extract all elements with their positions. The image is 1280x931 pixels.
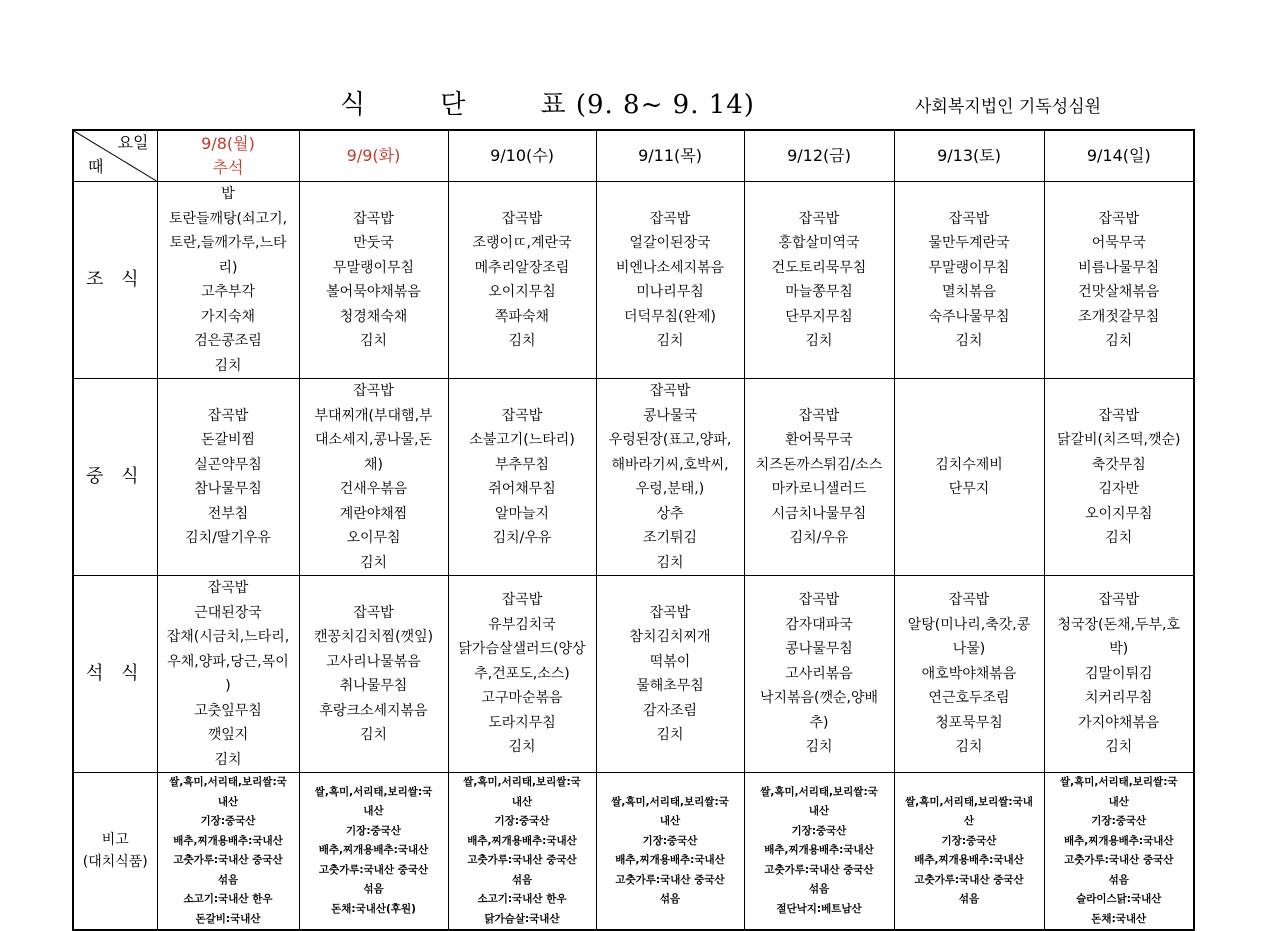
- origin-note-line: 내산: [363, 805, 384, 818]
- menu-item: 축갓무침: [1091, 456, 1146, 473]
- menu-item: 김치수제비: [935, 456, 1003, 473]
- menu-item: 김말이튀김: [1084, 665, 1153, 682]
- menu-item: 김치/우유: [789, 530, 849, 546]
- menu-item: 김치: [359, 727, 388, 743]
- origin-note-line: 고춧가루:국내산 중국산: [615, 873, 725, 886]
- origin-note-cell: [744, 773, 894, 931]
- menu-item: 청포묵무침: [935, 714, 1003, 731]
- menu-cell: [157, 576, 299, 773]
- menu-item: 김치: [656, 554, 684, 571]
- menu-item: 김치: [214, 357, 242, 374]
- menu-item: 치즈돈까스튀김/소스: [755, 456, 883, 473]
- menu-item: 해바라기씨,호박씨,: [611, 456, 729, 473]
- menu-item: 쥐어채무침: [488, 481, 556, 497]
- menu-item: 잡곡밥: [948, 210, 990, 227]
- origin-note-line: 배추,찌개용배추:국내산: [615, 854, 725, 866]
- day-header: 9/12(금): [744, 130, 894, 182]
- header-row: [73, 130, 1194, 182]
- origin-note-line: 고춧가루:국내산 중국산: [173, 854, 283, 866]
- origin-note-line: 고춧가루:국내산 중국산: [467, 854, 577, 866]
- menu-item: 참나물무침: [194, 481, 262, 497]
- menu-cell: [894, 182, 1044, 379]
- menu-cell: [596, 576, 744, 773]
- menu-item: 도라지무침: [488, 714, 556, 731]
- menu-item: 알마늘지: [494, 505, 550, 522]
- menu-cell: [1044, 379, 1194, 576]
- menu-item: 잡곡밥: [501, 210, 543, 227]
- meal-header-label: 때: [88, 156, 104, 176]
- organization-name: 사회복지법인 기독성심원: [915, 97, 1102, 117]
- day-header: 9/14(일): [1044, 130, 1194, 182]
- origin-note-line: 섞음: [1108, 873, 1129, 886]
- menu-item: 김치: [656, 727, 684, 743]
- menu-item: 애호박야채볶음: [921, 665, 1017, 682]
- page-title: 식 단 표 (9. 8~ 9. 14): [340, 90, 755, 120]
- origin-note-line: 닭가슴살:국내산: [484, 912, 560, 925]
- menu-item: 비름나물무침: [1078, 259, 1160, 276]
- origin-note-line: 내산: [1108, 795, 1129, 808]
- menu-item: 잡곡밥: [649, 383, 691, 399]
- menu-cell: [448, 379, 596, 576]
- menu-item: 김치: [508, 333, 536, 349]
- menu-item: 돈갈비찜: [200, 432, 256, 448]
- notes-label: [73, 773, 157, 931]
- menu-item: 메추리알장조림: [474, 259, 570, 276]
- menu-item: ): [225, 678, 231, 694]
- corner-cell: [73, 130, 157, 182]
- menu-item: 가지야채볶음: [1078, 714, 1160, 731]
- day-label: 9/8(월): [201, 134, 255, 153]
- menu-item: 마카로니샐러드: [771, 481, 867, 497]
- menu-item: 시금치나물무침: [771, 505, 867, 522]
- menu-item: 조개젓갈무침: [1078, 308, 1160, 325]
- menu-item: 마늘쫑무침: [785, 284, 853, 300]
- menu-item: 김치: [1105, 333, 1133, 349]
- origin-note-cell: [157, 773, 299, 931]
- origin-note-line: 배추,찌개용배추:국내산: [764, 844, 874, 857]
- origin-note-line: 고춧가루:국내산 중국산: [914, 873, 1024, 886]
- menu-item: 잡곡밥: [207, 580, 249, 596]
- menu-item: 잡곡밥: [798, 592, 840, 609]
- origin-note-line: 쌀,흑미,서리태,보리쌀:국: [611, 795, 729, 808]
- menu-item: 건새우볶음: [339, 481, 408, 497]
- menu-cell: [894, 576, 1044, 773]
- menu-item: 캔꽁치김치찜(깻잎): [313, 629, 434, 645]
- notes-row: [73, 773, 1194, 931]
- menu-item: 잡곡밥: [207, 407, 249, 424]
- menu-cell: [299, 576, 448, 773]
- origin-note-line: 기장:중국산: [1091, 815, 1147, 827]
- menu-item: 홍합살미역국: [778, 235, 860, 251]
- menu-item: 청경채숙채: [339, 308, 408, 325]
- origin-note-cell: [448, 773, 596, 931]
- origin-note-line: 쌀,흑미,서리태,보리쌀:국: [463, 776, 581, 788]
- day-sublabel: 추석: [212, 158, 244, 177]
- menu-item: 잡곡밥: [1098, 210, 1140, 227]
- origin-note-line: 고춧가루:국내산 중국산: [1064, 854, 1174, 866]
- menu-item: 잡곡밥: [649, 210, 691, 227]
- origin-note-line: 기장:중국산: [346, 824, 401, 837]
- origin-note-line: 섞음: [659, 893, 681, 905]
- menu-item: 떡볶이: [649, 653, 691, 670]
- origin-note-line: 배추,찌개용배추:국내산: [1063, 834, 1174, 847]
- origin-note-line: 섞음: [958, 893, 980, 905]
- menu-item: 김치: [1105, 530, 1133, 546]
- origin-note-line: 슬라이스닭:국내산: [1076, 893, 1162, 905]
- menu-cell: [1044, 576, 1194, 773]
- menu-item: 잡곡밥: [1098, 407, 1140, 424]
- menu-item: 쪽파숙채: [494, 308, 550, 325]
- origin-note-line: 배추,찌개용배추:국내산: [318, 844, 429, 857]
- menu-item: 토란,들깨가루,느타: [169, 235, 287, 251]
- menu-item: 건도토리묵무침: [771, 259, 867, 276]
- menu-item: 알탕(미나리,축갓,콩: [907, 616, 1031, 633]
- menu-item: 오이무침: [346, 530, 401, 546]
- menu-item: 부추무침: [494, 456, 550, 473]
- menu-cell: [744, 379, 894, 576]
- menu-item: 건맛살채볶음: [1078, 284, 1160, 300]
- origin-note-line: 기장:중국산: [200, 815, 256, 827]
- menu-item: 환어묵무국: [785, 432, 853, 448]
- origin-note-line: 기장:중국산: [791, 824, 847, 837]
- menu-item: 잡곡밥: [798, 210, 840, 227]
- menu-item: 리): [218, 259, 238, 276]
- menu-item: 전부침: [207, 505, 249, 522]
- menu-item: 김치/우유: [492, 530, 552, 546]
- meal-label: 중 식: [73, 379, 157, 576]
- menu-item: 후랑크소세지볶음: [319, 702, 428, 719]
- menu-item: 소불고기(느타리): [469, 432, 575, 448]
- origin-note-line: 고춧가루:국내산 중국산: [764, 863, 874, 876]
- menu-cell: [157, 182, 299, 379]
- menu-item: 우렁,분태,): [635, 481, 705, 497]
- origin-note-line: 쌀,흑미,서리태,보리쌀:국: [1059, 776, 1178, 788]
- origin-note-line: 섞음: [511, 873, 533, 886]
- origin-note-line: 내산: [808, 805, 830, 818]
- menu-item: 고구마순볶음: [481, 690, 563, 707]
- menu-item: 물해초무침: [636, 678, 704, 694]
- menu-item: 고추부각: [200, 284, 256, 300]
- origin-note-line: 돈갈비:국내산: [195, 912, 261, 925]
- menu-item: 감자조림: [642, 702, 698, 719]
- menu-cell: [744, 576, 894, 773]
- origin-note-line: 내산: [217, 795, 239, 808]
- menu-item: 잡곡밥: [948, 592, 990, 609]
- menu-item: 김치: [955, 333, 983, 349]
- menu-cell: [299, 182, 448, 379]
- notes-label-line: (대치식품): [82, 854, 148, 870]
- menu-item: 김치: [508, 739, 536, 756]
- menu-item: 어묵무국: [1091, 235, 1146, 251]
- menu-cell: [157, 379, 299, 576]
- origin-note-line: 기장:중국산: [642, 834, 698, 847]
- day-header: [157, 130, 299, 182]
- menu-item: 잡채(시금치,느타리,: [166, 629, 290, 645]
- origin-note-line: 섞음: [363, 883, 384, 896]
- origin-note-line: 배추,찌개용배추:국내산: [467, 834, 577, 847]
- menu-item: 김치: [805, 739, 833, 756]
- menu-item: 더덕무침(완제): [623, 308, 717, 325]
- menu-item: 닭갈비(치즈떡,깻순): [1056, 432, 1181, 448]
- origin-note-line: 내산: [511, 795, 533, 808]
- menu-item: 잡곡밥: [501, 407, 543, 424]
- menu-item: 잡곡밥: [353, 383, 394, 399]
- menu-item: 검은콩조림: [194, 333, 262, 349]
- menu-item: 토란들깨탕(쇠고기,: [168, 210, 288, 227]
- menu-item: 단무지: [948, 481, 990, 497]
- menu-item: 연근호두조림: [928, 690, 1010, 707]
- notes-label-line: 비고: [101, 832, 129, 848]
- origin-note-line: 고춧가루:국내산 중국산: [318, 863, 429, 876]
- menu-item: 콩나물무침: [785, 641, 853, 658]
- meal-row: [73, 576, 1194, 773]
- origin-note-cell: [894, 773, 1044, 931]
- menu-table: [72, 129, 1195, 931]
- menu-item: 잡곡밥: [501, 592, 543, 609]
- menu-item: 깻잎지: [207, 727, 249, 743]
- menu-cell: [1044, 182, 1194, 379]
- menu-item: 무말랭이무침: [928, 259, 1010, 276]
- menu-item: 김치: [1105, 739, 1133, 756]
- menu-item: 고춧잎무침: [194, 702, 262, 719]
- menu-item: 참치김치찌개: [629, 629, 711, 645]
- menu-item: 숙주나물무침: [928, 308, 1010, 325]
- menu-item: 치커리무침: [1084, 690, 1153, 707]
- menu-item: 닭가슴살샐러드(양상: [458, 641, 586, 658]
- day-header: 9/13(토): [894, 130, 1044, 182]
- menu-item: 낙지볶음(깻순,양배: [759, 690, 879, 707]
- menu-item: 밥: [221, 186, 235, 202]
- menu-item: 박): [1109, 641, 1129, 658]
- meal-row: [73, 379, 1194, 576]
- menu-item: 채): [364, 456, 383, 473]
- menu-item: 고사리나물볶음: [326, 653, 421, 670]
- menu-item: 조기튀김: [642, 530, 698, 546]
- menu-cell: [448, 576, 596, 773]
- origin-note-line: 섞음: [217, 873, 239, 886]
- menu-item: 계란야채찜: [339, 505, 408, 522]
- menu-item: 조랭이ㄸ,계란국: [472, 235, 572, 251]
- menu-item: 김치: [805, 333, 833, 349]
- menu-item: 잡곡밥: [649, 604, 691, 621]
- origin-note-line: 쌀,흑미,서리태,보리쌀:국: [760, 785, 878, 798]
- menu-item: 잡곡밥: [1098, 592, 1140, 609]
- menu-item: 김자반: [1098, 481, 1140, 497]
- menu-cell: [596, 379, 744, 576]
- menu-item: 미나리무침: [636, 284, 704, 300]
- menu-item: 가지숙채: [200, 308, 256, 325]
- menu-item: 김치/딸기우유: [185, 530, 271, 546]
- menu-item: 고사리볶음: [785, 665, 853, 682]
- origin-note-cell: [1044, 773, 1194, 931]
- menu-item: 만둣국: [353, 235, 394, 251]
- origin-note-line: 소고기:국내산 한우: [477, 893, 567, 905]
- menu-item: 비엔나소세지볶음: [615, 259, 725, 276]
- menu-item: 상추: [656, 505, 684, 522]
- menu-item: 얼갈이된장국: [629, 235, 711, 251]
- menu-cell: [448, 182, 596, 379]
- menu-cell: [894, 379, 1044, 576]
- menu-item: 나물): [952, 641, 986, 658]
- origin-note-line: 돈채:국내산: [1091, 912, 1147, 925]
- origin-note-line: 기장:중국산: [941, 834, 997, 847]
- menu-item: 무말랭이무침: [332, 259, 415, 276]
- menu-item: 멸치볶음: [941, 284, 997, 300]
- origin-note-line: 내산: [659, 815, 681, 827]
- menu-item: 청국장(돈채,두부,호: [1057, 616, 1181, 633]
- origin-note-line: 섞음: [808, 883, 830, 896]
- menu-item: 잡곡밥: [798, 407, 840, 424]
- menu-item: 김치: [955, 739, 983, 756]
- menu-item: 김치: [214, 751, 242, 768]
- origin-note-line: 산: [963, 815, 975, 827]
- meal-row: [73, 182, 1194, 379]
- menu-item: 우채,양파,당근,목이: [167, 653, 289, 670]
- menu-item: 콩나물국: [642, 407, 698, 424]
- menu-item: 실곤약무침: [194, 456, 262, 473]
- origin-note-line: 소고기:국내산 한우: [183, 893, 273, 905]
- menu-item: 잡곡밥: [353, 604, 394, 621]
- meal-label: 석 식: [73, 576, 157, 773]
- origin-note-line: 기장:중국산: [494, 815, 550, 827]
- menu-item: 부대찌개(부대햄,부: [314, 407, 433, 424]
- menu-item: 취나물무침: [339, 678, 408, 694]
- menu-item: 유부김치국: [488, 616, 556, 633]
- menu-item: 단무지무침: [785, 308, 853, 325]
- menu-item: 추): [809, 714, 829, 731]
- origin-note-line: 절단낙지:베트남산: [776, 902, 862, 915]
- origin-note-cell: [299, 773, 448, 931]
- menu-item: 감자대파국: [785, 616, 853, 633]
- menu-cell: [299, 379, 448, 576]
- menu-item: 추,건포도,소스): [474, 665, 570, 682]
- day-header: 9/11(목): [596, 130, 744, 182]
- menu-item: 우렁된장(표고,양파,: [608, 432, 732, 448]
- menu-item: 김치: [656, 333, 684, 349]
- menu-item: 대소세지,콩나물,돈: [314, 432, 433, 448]
- weekday-header-label: 요일: [117, 133, 149, 152]
- menu-cell: [744, 182, 894, 379]
- menu-cell: [596, 182, 744, 379]
- menu-item: 김치: [359, 554, 388, 571]
- origin-note-line: 배추,찌개용배추:국내산: [173, 834, 283, 847]
- origin-note-line: 쌀,흑미,서리태,보리쌀:국: [169, 776, 287, 788]
- meal-label: 조 식: [73, 182, 157, 379]
- menu-item: 잡곡밥: [353, 210, 394, 227]
- menu-item: 오이지무침: [488, 284, 556, 300]
- origin-note-line: 쌀,흑미,서리태,보리쌀:국: [314, 785, 433, 798]
- menu-item: 물만두계란국: [928, 235, 1010, 251]
- day-header: 9/10(수): [448, 130, 596, 182]
- origin-note-line: 돈채:국내산(후원): [331, 902, 416, 915]
- day-header: 9/9(화): [299, 130, 448, 182]
- origin-note-line: 배추,찌개용배추:국내산: [914, 854, 1024, 866]
- origin-note-line: 쌀,흑미,서리태,보리쌀:국내: [905, 795, 1033, 808]
- menu-item: 오이지무침: [1084, 505, 1153, 522]
- menu-item: 볼어묵야채볶음: [326, 284, 421, 300]
- origin-note-cell: [596, 773, 744, 931]
- menu-item: 김치: [359, 333, 388, 349]
- menu-item: 근대된장국: [194, 604, 262, 621]
